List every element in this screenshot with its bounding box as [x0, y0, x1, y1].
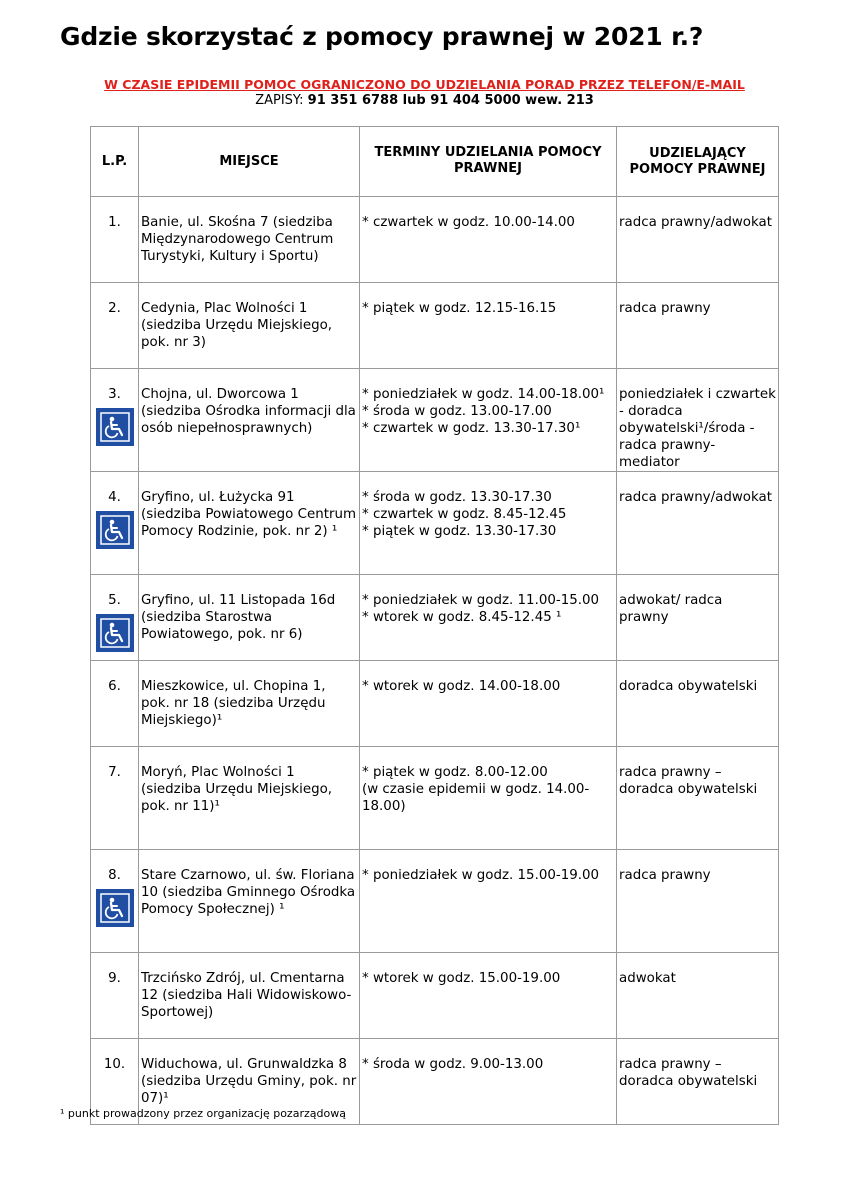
terms-cell — [360, 850, 617, 953]
epidemic-notice: W CZASIE EPIDEMII POMOC OGRANICZONO DO UDZIELANIA PORAD PRZEZ TELEFON/E-MAIL — [104, 77, 745, 92]
table-row — [91, 197, 779, 283]
term-line: * środa w godz. 13.30-17.30 — [362, 490, 552, 505]
table-body — [91, 197, 779, 1125]
table-row — [91, 953, 779, 1039]
row-number: 8. — [108, 868, 121, 883]
terms-cell — [360, 369, 617, 472]
place-cell: Mieszkowice, ul. Chopina 1, pok. nr 18 (siedziba Urzędu Miejskiego)¹ — [139, 661, 360, 747]
row-number-cell — [91, 850, 139, 953]
place-cell: Banie, ul. Skośna 7 (siedziba Międzynarodowego Centrum Turystyki, Kultury i Sportu) — [139, 197, 360, 283]
row-number-cell — [91, 575, 139, 661]
table-header-row — [91, 127, 779, 197]
header-provider: UDZIELAJĄCY POMOCY PRAWNEJ — [617, 127, 779, 197]
term-line: * wtorek w godz. 14.00-18.00 — [362, 679, 561, 694]
term-line: * środa w godz. 13.00-17.00 — [362, 404, 552, 419]
term-line: * poniedziałek w godz. 11.00-15.00 — [362, 593, 600, 608]
term-line: * piątek w godz. 12.15-16.15 — [362, 301, 557, 316]
term-line: * czwartek w godz. 13.30-17.30¹ — [362, 421, 581, 436]
terms-cell — [360, 953, 617, 1039]
terms-cell — [360, 283, 617, 369]
footnote: ¹ punkt prowadzony przez organizację pozarządową — [60, 1107, 346, 1120]
provider-cell: radca prawny — [617, 850, 779, 953]
terms-cell — [360, 747, 617, 850]
terms-cell — [360, 575, 617, 661]
place-cell: Gryfino, ul. 11 Listopada 16d (siedziba Starostwa Powiatowego, pok. nr 6) — [139, 575, 360, 661]
row-number: 4. — [108, 490, 121, 505]
legal-aid-table — [90, 126, 779, 1125]
row-number-cell — [91, 283, 139, 369]
page-title: Gdzie skorzystać z pomocy prawnej w 2021 r.? — [60, 22, 704, 51]
table-row — [91, 575, 779, 661]
row-number-cell — [91, 369, 139, 472]
terms-cell — [360, 661, 617, 747]
table-row — [91, 661, 779, 747]
terms-cell — [360, 1039, 617, 1125]
provider-cell: poniedziałek i czwartek - doradca obywatelski¹/środa - radca prawny- mediator — [617, 369, 779, 472]
table-row — [91, 472, 779, 575]
provider-cell: radca prawny/adwokat — [617, 472, 779, 575]
term-line: * czwartek w godz. 10.00-14.00 — [362, 215, 575, 230]
place-cell: Widuchowa, ul. Grunwaldzka 8 (siedziba Urzędu Gminy, pok. nr 07)¹ — [139, 1039, 360, 1125]
place-cell: Chojna, ul. Dworcowa 1 (siedziba Ośrodka informacji dla osób niepełnosprawnych) — [139, 369, 360, 472]
signup-phones: 91 351 6788 lub 91 404 5000 wew. 213 — [307, 93, 594, 108]
place-cell: Gryfino, ul. Łużycka 91 (siedziba Powiatowego Centrum Pomocy Rodzinie, pok. nr 2) ¹ — [139, 472, 360, 575]
place-cell: Stare Czarnowo, ul. św. Floriana 10 (siedziba Gminnego Ośrodka Pomocy Społecznej) ¹ — [139, 850, 360, 953]
wheelchair-icon — [96, 408, 134, 446]
wheelchair-icon — [96, 511, 134, 549]
term-line: * poniedziałek w godz. 15.00-19.00 — [362, 868, 600, 883]
row-number: 3. — [108, 387, 121, 402]
row-number: 9. — [108, 971, 121, 986]
wheelchair-icon — [96, 889, 134, 927]
row-number-cell — [91, 953, 139, 1039]
table-row — [91, 747, 779, 850]
place-cell: Moryń, Plac Wolności 1 (siedziba Urzędu Miejskiego, pok. nr 11)¹ — [139, 747, 360, 850]
row-number-cell — [91, 747, 139, 850]
header-terms: TERMINY UDZIELANIA POMOCY PRAWNEJ — [360, 127, 617, 197]
term-line: * wtorek w godz. 15.00-19.00 — [362, 971, 561, 986]
terms-cell — [360, 472, 617, 575]
provider-cell: radca prawny/adwokat — [617, 197, 779, 283]
row-number-cell — [91, 661, 139, 747]
provider-cell: adwokat — [617, 953, 779, 1039]
provider-cell: doradca obywatelski — [617, 661, 779, 747]
term-line: * czwartek w godz. 8.45-12.45 — [362, 507, 567, 522]
row-number: 2. — [108, 301, 121, 316]
term-line: * poniedziałek w godz. 14.00-18.00¹ — [362, 387, 605, 402]
row-number: 7. — [108, 765, 121, 780]
provider-cell: radca prawny – doradca obywatelski — [617, 747, 779, 850]
place-cell: Cedynia, Plac Wolności 1 (siedziba Urzędu Miejskiego, pok. nr 3) — [139, 283, 360, 369]
table-row — [91, 283, 779, 369]
term-line: (w czasie epidemii w godz. 14.00-18.00) — [362, 782, 590, 814]
table-row — [91, 369, 779, 472]
header-place: MIEJSCE — [139, 127, 360, 197]
signup-label: ZAPISY: — [255, 93, 304, 108]
row-number: 10. — [103, 1057, 126, 1072]
term-line: * środa w godz. 9.00-13.00 — [362, 1057, 544, 1072]
table-row — [91, 850, 779, 953]
term-line: * wtorek w godz. 8.45-12.45 ¹ — [362, 610, 562, 625]
row-number: 6. — [108, 679, 121, 694]
provider-cell: radca prawny — [617, 283, 779, 369]
signup-line — [0, 93, 849, 108]
provider-cell: radca prawny – doradca obywatelski — [617, 1039, 779, 1125]
place-cell: Trzcińsko Zdrój, ul. Cmentarna 12 (siedziba Hali Widowiskowo-Sportowej) — [139, 953, 360, 1039]
wheelchair-icon — [96, 614, 134, 652]
term-line: * piątek w godz. 13.30-17.30 — [362, 524, 557, 539]
row-number-cell — [91, 197, 139, 283]
header-lp: L.P. — [91, 127, 139, 197]
provider-cell: adwokat/ radca prawny — [617, 575, 779, 661]
row-number: 1. — [108, 215, 121, 230]
term-line: * piątek w godz. 8.00-12.00 — [362, 765, 548, 780]
terms-cell — [360, 197, 617, 283]
row-number: 5. — [108, 593, 121, 608]
row-number-cell — [91, 472, 139, 575]
